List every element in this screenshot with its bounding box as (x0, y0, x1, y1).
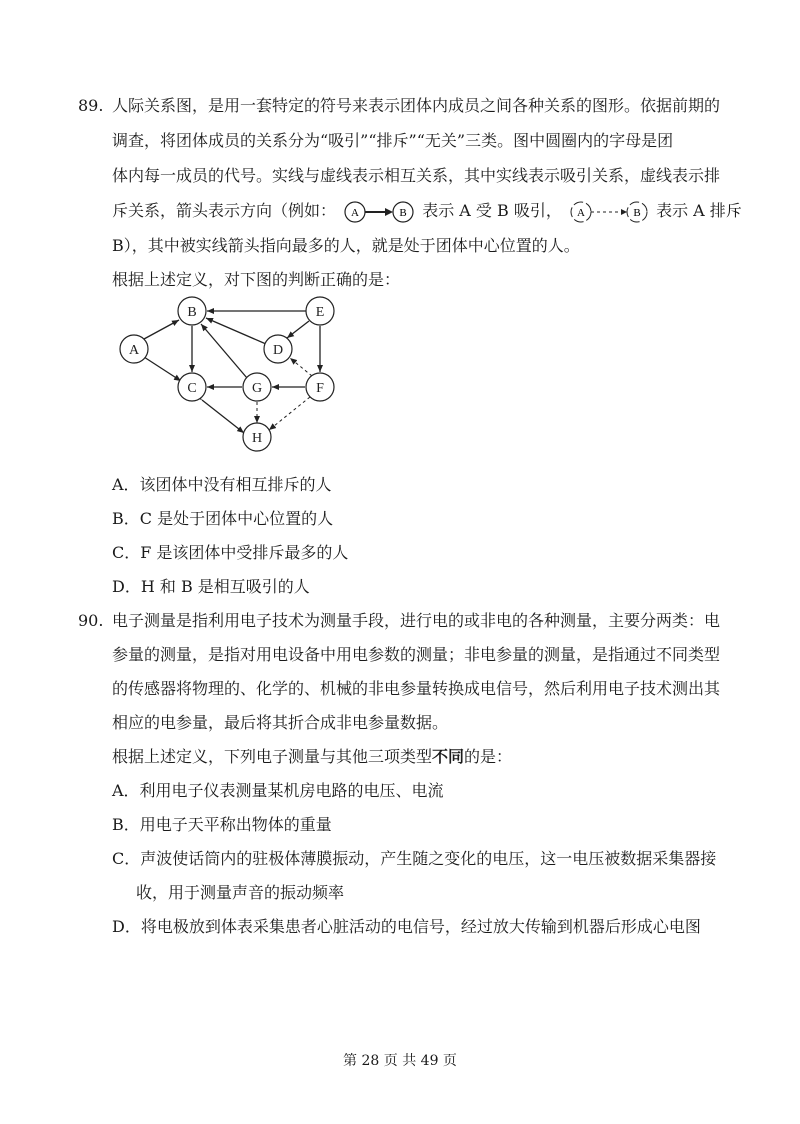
q90-prompt-bold: 不同 (432, 747, 465, 766)
q90-line-2: 参量的测量，是指对用电设备中用电参数的测量；非电参量的测量，是指通过不同类型 (112, 645, 721, 664)
attract-example-icon (343, 200, 415, 224)
q89-line-5: B），其中被实线箭头指向最多的人，就是处于团体中心位置的人。 (112, 236, 580, 255)
node-b (178, 297, 206, 325)
q89-line-1: 人际关系图，是用一套特定的符号来表示团体内成员之间各种关系的图形。依据前期的 (112, 96, 721, 115)
q89-option-b[interactable]: B．C 是处于团体中心位置的人 (112, 509, 334, 528)
example-repel-b: B (633, 206, 641, 219)
q89-line4-mid: 表示 A 受 B 吸引， (422, 201, 562, 220)
svg-text:G: G (251, 381, 263, 396)
svg-text:H: H (251, 431, 263, 446)
q90-option-b[interactable]: B．用电子天平称出物体的重量 (112, 815, 332, 834)
q90-option-a[interactable]: A．利用电子仪表测量某机房电路的电压、电流 (112, 781, 444, 800)
q90-prompt-suffix: 的是： (464, 747, 513, 766)
page-footer: 第 28 页 共 49 页 (343, 1053, 457, 1069)
svg-text:C: C (187, 381, 197, 396)
q90-number: 90. (78, 611, 104, 630)
example-repel-a: A (576, 206, 585, 219)
q89-line-4 (112, 199, 742, 224)
example-attract-a: A (351, 206, 360, 219)
node-e (306, 297, 334, 325)
svg-text:E: E (315, 305, 325, 320)
q89-number: 89. (78, 96, 104, 115)
q89-line-3: 体内每一成员的代号。实线与虚线表示相互关系，其中实线表示吸引关系，虚线表示排 (112, 166, 721, 185)
q89-line4-suffix: 表示 A 排斥 (656, 201, 742, 220)
q90-option-d[interactable]: D．将电极放到体表采集患者心脏活动的电信号，经过放大传输到机器后形成心电图 (112, 917, 701, 936)
q90-line-1: 电子测量是指利用电子技术为测量手段，进行电的或非电的各种测量，主要分两类：电 (112, 611, 721, 630)
node-g (243, 373, 271, 401)
q89-option-d[interactable]: D．H 和 B 是相互吸引的人 (112, 577, 310, 596)
node-f (306, 373, 334, 401)
svg-text:B: B (187, 305, 197, 320)
relationship-diagram (112, 292, 352, 462)
q89-line4-prefix: 斥关系，箭头表示方向（例如： (112, 201, 337, 220)
q89-option-c[interactable]: C．F 是该团体中受排斥最多的人 (112, 543, 349, 562)
q90-option-c[interactable]: C．声波使话筒内的驻极体薄膜振动，产生随之变化的电压，这一电压被数据采集器接 (112, 849, 717, 868)
svg-text:A: A (128, 343, 140, 358)
svg-text:D: D (272, 343, 284, 358)
example-attract-b: B (399, 206, 407, 219)
svg-text:F: F (316, 381, 324, 396)
q90-option-c-cont: 收，用于测量声音的振动频率 (136, 883, 345, 902)
node-h (243, 423, 271, 451)
q89-line-2: 调查，将团体成员的关系分为“吸引”“排斥”“无关”三类。图中圆圈内的字母是团 (112, 131, 674, 150)
q89-option-a[interactable]: A．该团体中没有相互排斥的人 (112, 475, 332, 494)
q90-prompt (112, 747, 512, 767)
q90-prompt-prefix: 根据上述定义，下列电子测量与其他三项类型 (112, 747, 433, 766)
q90-line-4: 相应的电参量，最后将其折合成非电参量数据。 (112, 713, 449, 732)
q90-line-3: 的传感器将物理的、化学的、机械的非电参量转换成电信号，然后利用电子技术测出其 (112, 679, 721, 698)
repel-example-icon (569, 200, 649, 224)
node-a (120, 335, 148, 363)
node-d (264, 335, 292, 363)
q89-prompt: 根据上述定义，对下图的判断正确的是： (112, 270, 401, 289)
node-c (178, 373, 206, 401)
